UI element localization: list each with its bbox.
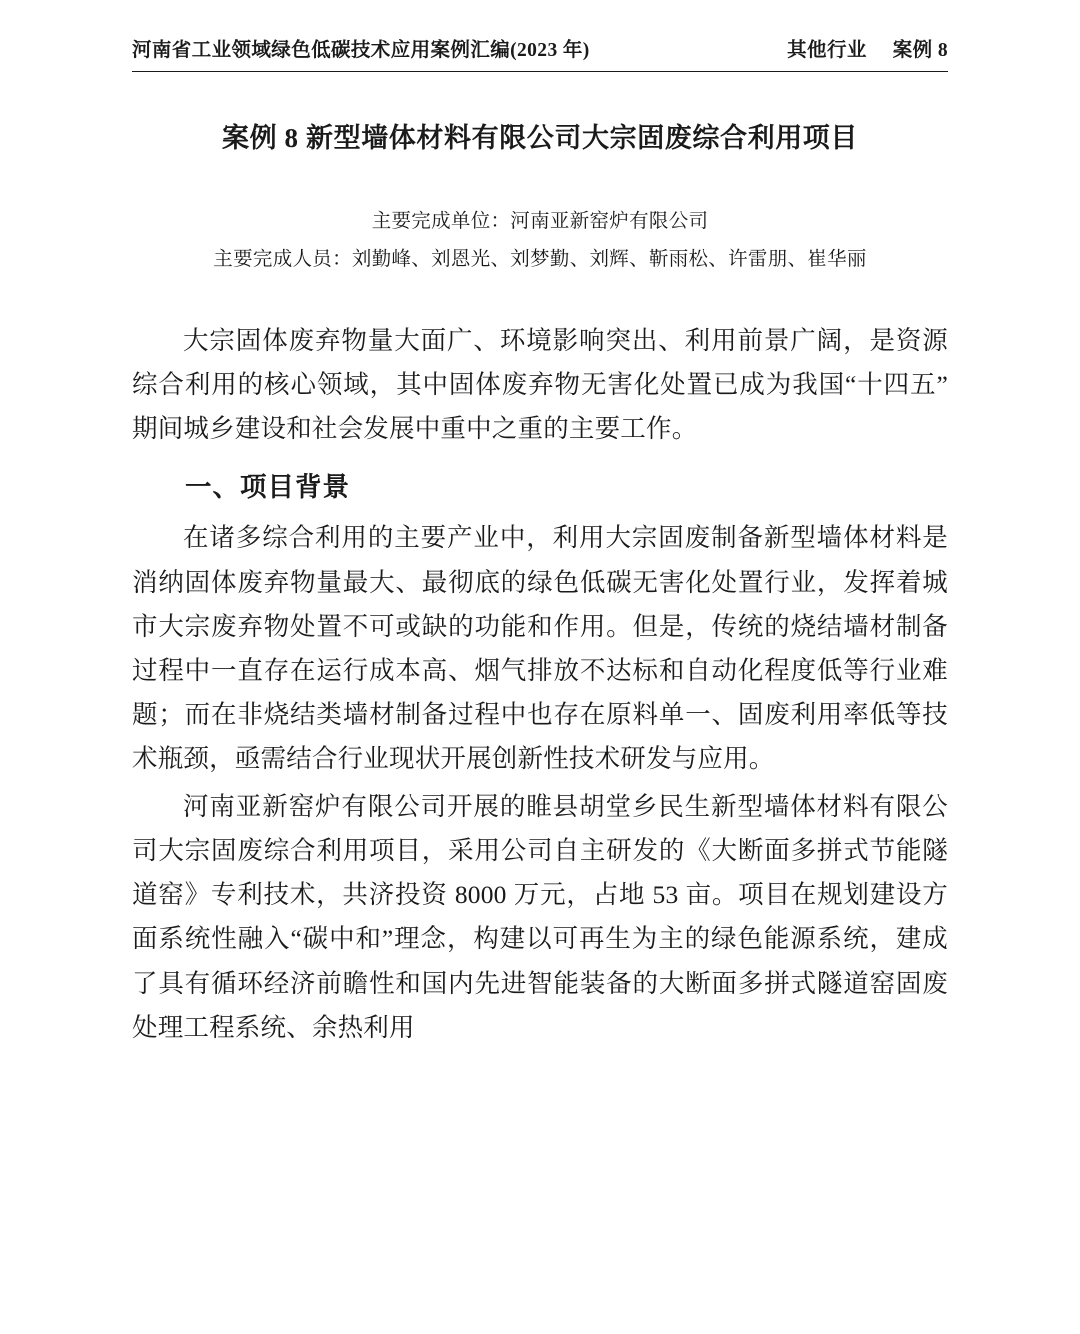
section-one-paragraph-1: 在诸多综合利用的主要产业中，利用大宗固废制备新型墙体材料是消纳固体废弃物量最大、最彻底的绿色低碳无害化处置行业，发挥着城市大宗废弃物处置不可或缺的功能和作用。但是，传统的烧结墙材制备过程中一直存在运行成本高、烟气排放不达标和自动化程度低等行业难题；而在非烧结类墙材制备过程中也存在原料单一、固废利用率低等技术瓶颈，亟需结合行业现状开展创新性技术研发与应用。 bbox=[132, 523, 948, 773]
document-body bbox=[132, 319, 948, 1050]
page-title: 案例 8 新型墙体材料有限公司大宗固废综合利用项目 bbox=[222, 123, 858, 153]
section-heading-one: 一、项目背景 bbox=[185, 472, 350, 503]
credit-people: 主要完成人员：刘勤峰、刘恩光、刘梦勤、刘辉、靳雨松、许雷朋、崔华丽 bbox=[213, 249, 867, 271]
section-one-paragraph-2: 河南亚新窑炉有限公司开展的睢县胡堂乡民生新型墙体材料有限公司大宗固废综合利用项目，采用公司自主研发的《大断面多拼式节能隧道窑》专利技术，共济投资 8000 万元，占地 53 亩。项目在规划建设方面系统性融入“碳中和”理念，构建以可再生为主的绿色能源系统，建成了具有循环经济前瞻性和国内先进智能装备的大断面多拼式隧道窑固废处理工程系统、余热利用 bbox=[132, 792, 948, 1042]
intro-paragraph: 大宗固体废弃物量大面广、环境影响突出、利用前景广阔，是资源综合利用的核心领域，其中固体废弃物无害化处置已成为我国“十四五”期间城乡建设和社会发展中重中之重的主要工作。 bbox=[132, 326, 948, 444]
header-category: 其他行业 bbox=[787, 40, 867, 61]
running-header bbox=[132, 34, 948, 72]
credits-block bbox=[132, 203, 948, 279]
credit-unit: 主要完成单位：河南亚新窑炉有限公司 bbox=[371, 211, 709, 232]
header-case-number: 案例 8 bbox=[892, 40, 948, 61]
header-book-title: 河南省工业领域绿色低碳技术应用案例汇编(2023 年) bbox=[132, 40, 590, 61]
header-right-group bbox=[787, 34, 948, 62]
